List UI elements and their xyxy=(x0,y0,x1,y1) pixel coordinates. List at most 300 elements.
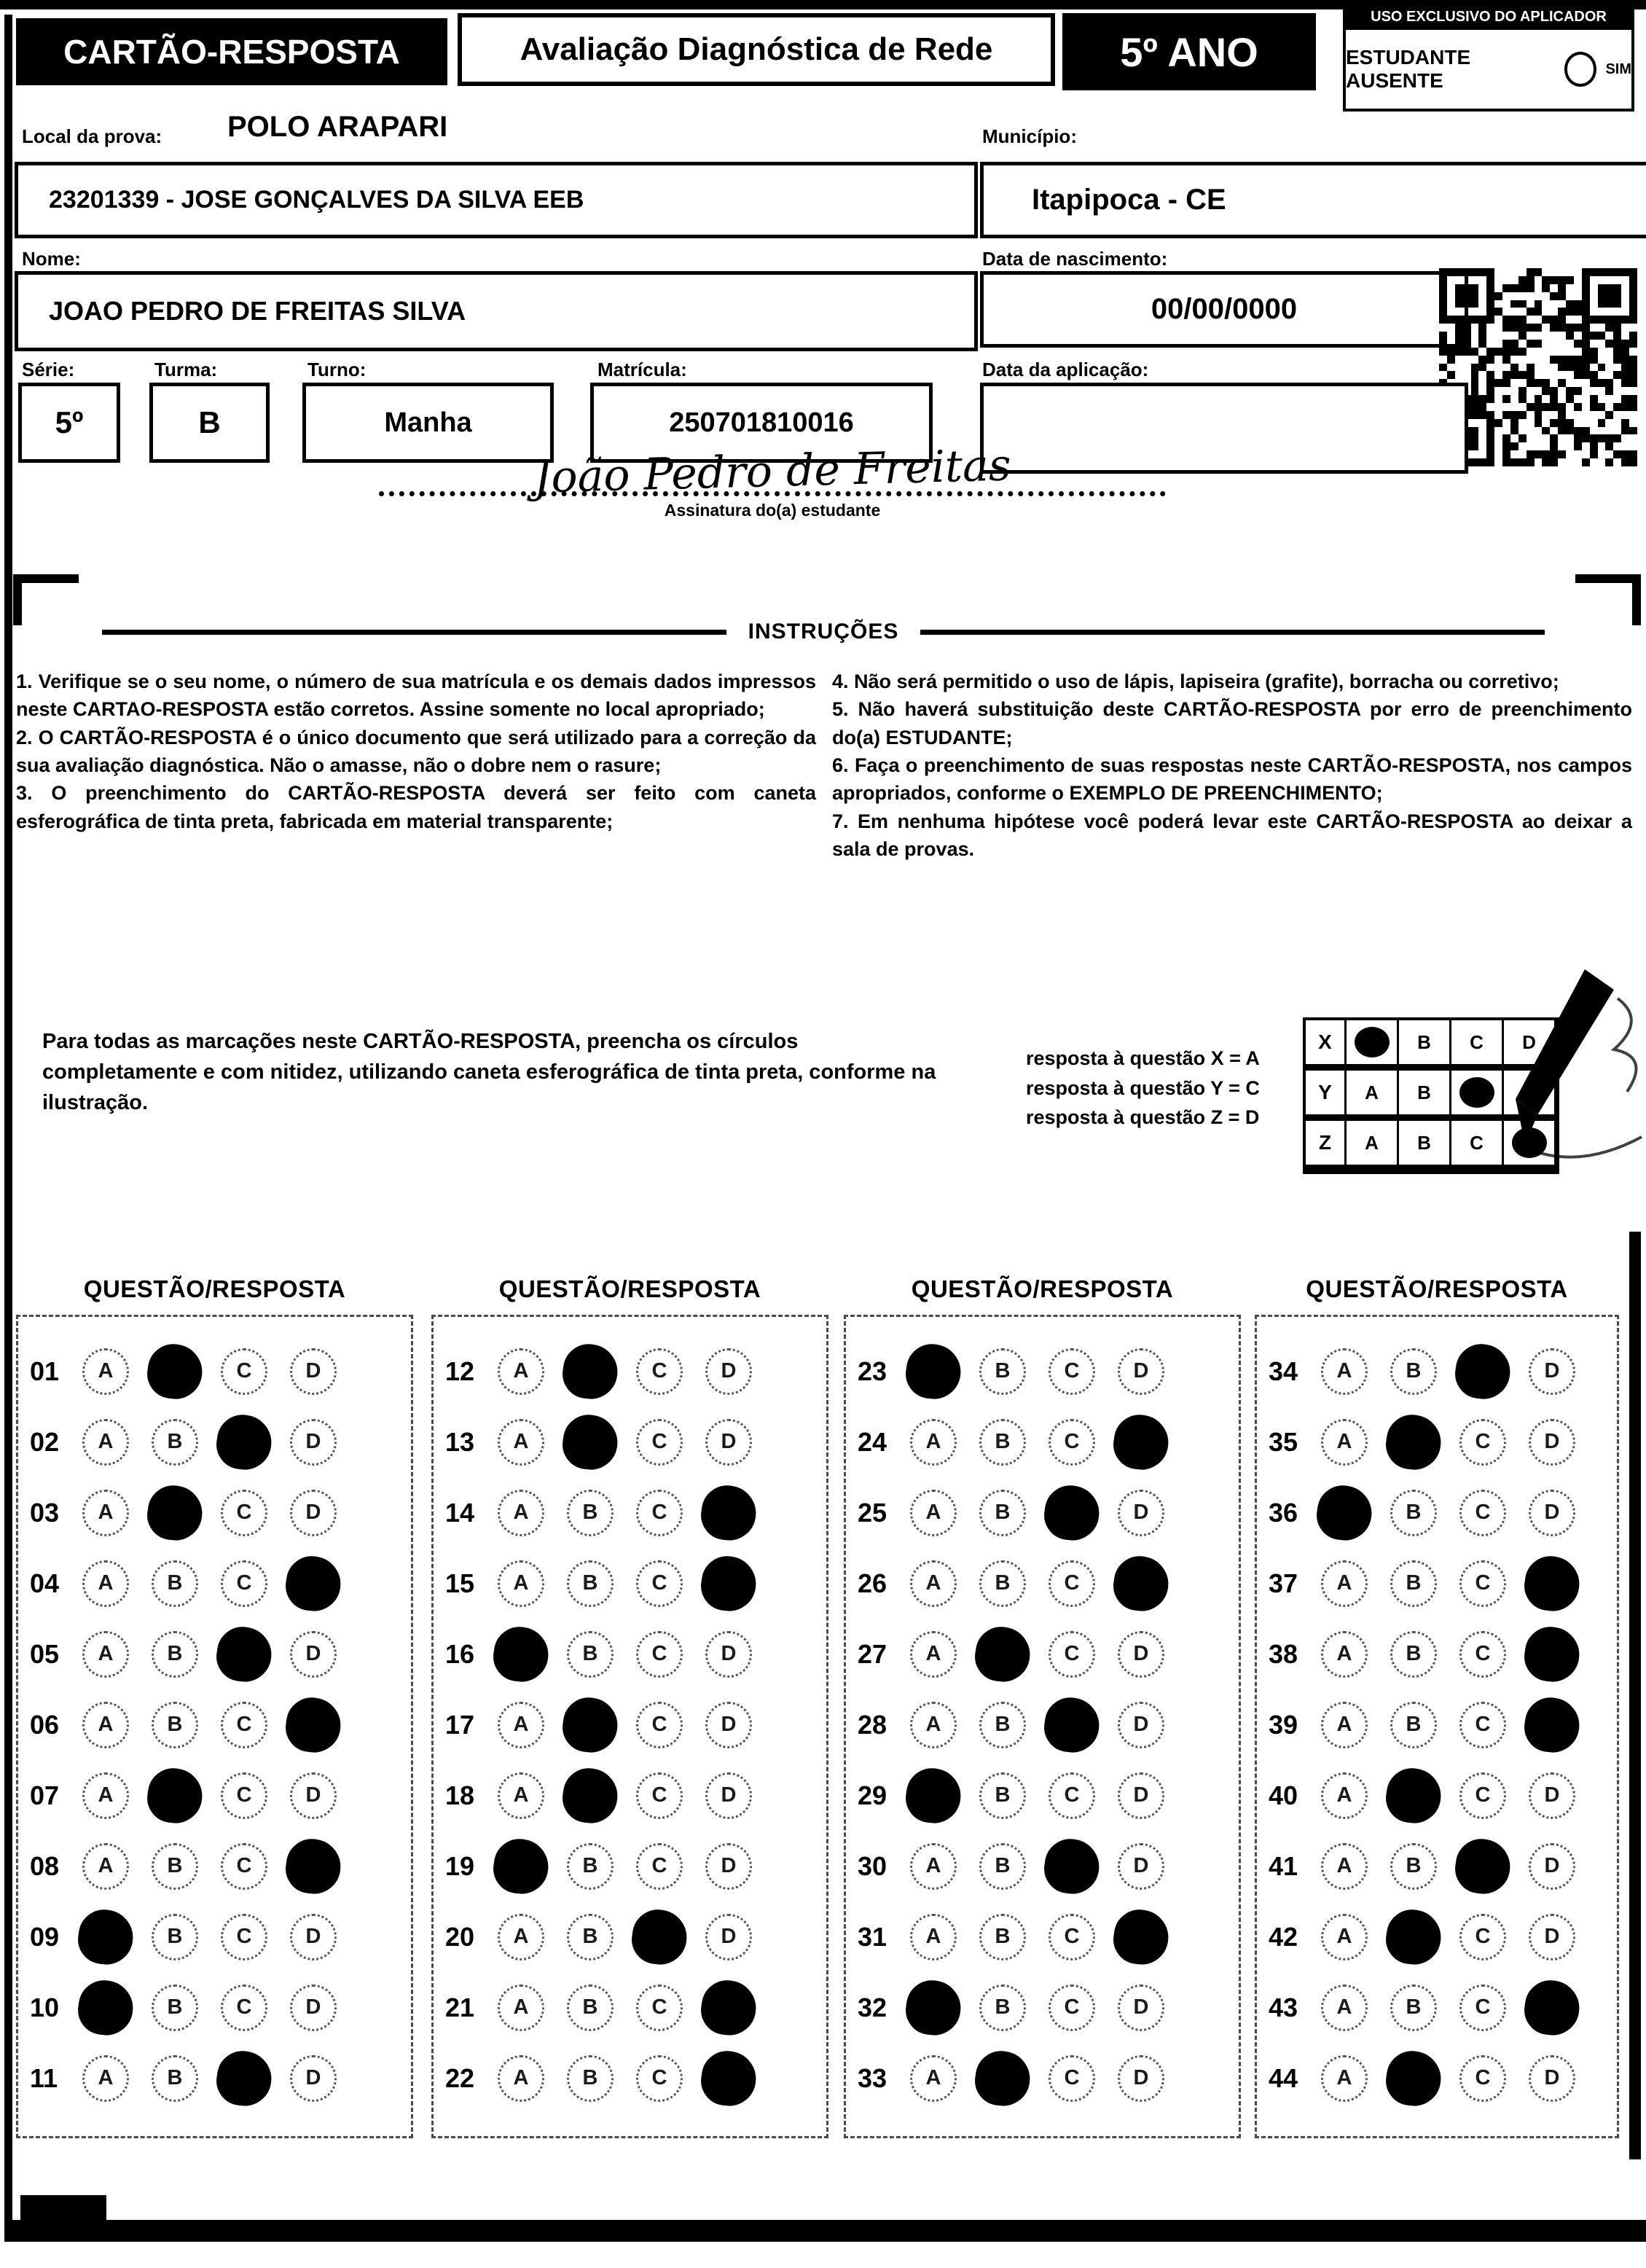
bubble-D[interactable]: D xyxy=(705,1702,752,1748)
bubble-A[interactable]: A xyxy=(910,2055,957,2102)
bubble-D[interactable]: D xyxy=(1529,1772,1575,1819)
bubble-B-filled[interactable] xyxy=(1383,1764,1445,1826)
bubble-C[interactable]: C xyxy=(1049,1914,1095,1960)
bubble-D[interactable]: D xyxy=(290,1914,337,1960)
bubble-A-filled[interactable] xyxy=(490,1835,552,1897)
question-number: 29 xyxy=(858,1780,887,1810)
bubble-B[interactable]: B xyxy=(1390,1560,1437,1607)
bubble-C[interactable]: C xyxy=(636,1419,683,1466)
question-number: 17 xyxy=(445,1709,475,1740)
bubble-B[interactable]: B xyxy=(152,1631,198,1678)
question-row xyxy=(434,1336,826,1407)
example-cell-C: C xyxy=(1451,1020,1504,1064)
answer-column-2 xyxy=(431,1275,828,2138)
bubble-A[interactable]: A xyxy=(1321,1984,1368,2031)
bubble-D-filled[interactable] xyxy=(698,1552,760,1614)
pen-icon xyxy=(1483,969,1646,1163)
example-cell-B: B xyxy=(1399,1020,1451,1064)
bubble-C[interactable]: C xyxy=(1459,1772,1506,1819)
legend-line: resposta à questão Y = C xyxy=(1026,1076,1260,1099)
bubble-D[interactable]: D xyxy=(1118,1772,1164,1819)
bubble-D-filled[interactable] xyxy=(283,1835,345,1897)
bubble-C[interactable]: C xyxy=(1049,1560,1095,1607)
corner-bracket-right-icon xyxy=(1575,574,1641,625)
question-number: 31 xyxy=(858,1921,887,1952)
bubble-D[interactable]: D xyxy=(290,1772,337,1819)
bubble-B[interactable]: B xyxy=(1390,1631,1437,1678)
question-row xyxy=(1257,1336,1617,1407)
bubble-D[interactable]: D xyxy=(290,1984,337,2031)
example-legend xyxy=(1026,1044,1260,1133)
bubble-A[interactable]: A xyxy=(498,1348,544,1395)
bubble-B[interactable]: B xyxy=(567,1843,614,1890)
bubble-B[interactable]: B xyxy=(979,1490,1026,1536)
bubble-C[interactable]: C xyxy=(1049,1984,1095,2031)
bubble-B[interactable]: B xyxy=(152,1702,198,1748)
question-row xyxy=(846,1689,1239,1760)
answer-column-header: QUESTÃO/RESPOSTA xyxy=(911,1275,1174,1302)
signature-handwriting: João Pedro de Freitas xyxy=(533,439,1012,504)
bubble-A-filled[interactable] xyxy=(75,1906,137,1968)
bubble-C[interactable]: C xyxy=(221,1772,267,1819)
bubble-C[interactable]: C xyxy=(1459,1984,1506,2031)
bubble-D[interactable]: D xyxy=(705,1772,752,1819)
question-row xyxy=(434,1548,826,1619)
question-row xyxy=(846,1477,1239,1548)
question-number: 13 xyxy=(445,1426,475,1457)
qr-code xyxy=(1439,268,1637,466)
sheet-title: CARTÃO-RESPOSTA xyxy=(63,33,400,71)
question-number: 06 xyxy=(30,1709,60,1740)
serie-field: 5º xyxy=(18,383,120,463)
bubble-C[interactable]: C xyxy=(636,1772,683,1819)
bubble-A[interactable]: A xyxy=(82,1772,129,1819)
bubble-B[interactable]: B xyxy=(152,1914,198,1960)
question-number: 35 xyxy=(1269,1426,1298,1457)
question-number: 37 xyxy=(1269,1568,1298,1598)
bubble-D[interactable]: D xyxy=(705,1631,752,1678)
question-row xyxy=(846,1972,1239,2043)
bubble-A[interactable]: A xyxy=(82,2055,129,2102)
bubble-B[interactable]: B xyxy=(1390,1702,1437,1748)
bubble-A[interactable]: A xyxy=(910,1702,957,1748)
bubble-C[interactable]: C xyxy=(1459,1914,1506,1960)
question-number: 30 xyxy=(858,1850,887,1881)
bubble-A[interactable]: A xyxy=(498,2055,544,2102)
question-row xyxy=(18,1619,411,1689)
instruction-item: 5. Não haverá substituição deste CARTÃO-RESPOSTA por erro de preenchimento do(a) ESTUDANTE; xyxy=(832,698,1632,748)
bubble-A[interactable]: A xyxy=(498,1419,544,1466)
bubble-D[interactable]: D xyxy=(1529,1419,1575,1466)
question-row xyxy=(1257,1619,1617,1689)
instruction-item: 4. Não será permitido o uso de lápis, lapiseira (grafite), borracha ou corretivo; xyxy=(832,670,1559,692)
bubble-D[interactable]: D xyxy=(290,2055,337,2102)
bubble-A[interactable]: A xyxy=(82,1419,129,1466)
bubble-C[interactable]: C xyxy=(1459,1702,1506,1748)
aplicador-box xyxy=(1343,4,1634,112)
question-row xyxy=(434,1689,826,1760)
bubble-C[interactable]: C xyxy=(1049,1631,1095,1678)
question-row xyxy=(846,1760,1239,1831)
turma-label: Turma: xyxy=(154,359,218,380)
bubble-D[interactable]: D xyxy=(1529,1348,1575,1395)
local-value: POLO ARAPARI xyxy=(227,111,448,143)
example-cell-B: B xyxy=(1399,1121,1451,1165)
bubble-B-filled[interactable] xyxy=(972,1623,1034,1685)
bubble-C[interactable]: C xyxy=(636,1348,683,1395)
bubble-A[interactable]: A xyxy=(1321,1843,1368,1890)
bubble-D-filled[interactable] xyxy=(698,2047,760,2109)
bubble-B[interactable]: B xyxy=(152,1843,198,1890)
registration-mark-bottom-left xyxy=(20,2195,106,2221)
bubble-B[interactable]: B xyxy=(567,2055,614,2102)
signature-label: Assinatura do(a) estudante xyxy=(664,501,881,520)
municipio-field: Itapipoca - CE xyxy=(980,162,1646,238)
instruction-item: 1. Verifique se o seu nome, o número de sua matrícula e os demais dados impressos neste CARTAO-RESPOSTA estão corretos. Assine somente no local apropriado; xyxy=(16,670,816,721)
bubble-A[interactable]: A xyxy=(82,1631,129,1678)
bubble-D[interactable]: D xyxy=(290,1348,337,1395)
example-row-label: Z xyxy=(1306,1121,1347,1165)
bubble-B[interactable]: B xyxy=(567,1984,614,2031)
bubble-A[interactable]: A xyxy=(910,1490,957,1536)
local-label: Local da prova: xyxy=(22,125,162,147)
bubble-B[interactable]: B xyxy=(979,1843,1026,1890)
bubble-C-filled[interactable] xyxy=(629,1906,691,1968)
question-row xyxy=(18,1548,411,1619)
bubble-C[interactable]: C xyxy=(221,1560,267,1607)
bubble-A[interactable]: A xyxy=(82,1843,129,1890)
question-row xyxy=(18,1689,411,1760)
question-number: 10 xyxy=(30,1992,60,2022)
bubble-A[interactable]: A xyxy=(910,1419,957,1466)
example-row-label: X xyxy=(1306,1020,1347,1064)
ausente-label: ESTUDANTE AUSENTE xyxy=(1346,46,1471,92)
bubble-D-filled[interactable] xyxy=(698,1976,760,2038)
legend-line: resposta à questão Z = D xyxy=(1026,1106,1260,1128)
answer-column-header: QUESTÃO/RESPOSTA xyxy=(83,1275,346,1302)
bubble-B-filled[interactable] xyxy=(560,1340,622,1402)
question-row xyxy=(1257,1760,1617,1831)
bubble-B-filled[interactable] xyxy=(972,2047,1034,2109)
example-cell-A: A xyxy=(1347,1071,1399,1114)
question-row xyxy=(434,1760,826,1831)
bubble-D[interactable]: D xyxy=(1118,1631,1164,1678)
bubble-A[interactable]: A xyxy=(82,1490,129,1536)
answer-grid xyxy=(431,1315,828,2138)
instructions-left-column xyxy=(16,668,816,835)
answer-grid xyxy=(1255,1315,1619,2138)
bubble-A[interactable]: A xyxy=(1321,2055,1368,2102)
municipio-label: Município: xyxy=(982,125,1077,147)
bubble-D[interactable]: D xyxy=(1118,1843,1164,1890)
bubble-A[interactable]: A xyxy=(1321,1560,1368,1607)
bubble-A[interactable]: A xyxy=(82,1702,129,1748)
bubble-C[interactable]: C xyxy=(1459,1631,1506,1678)
bubble-C[interactable]: C xyxy=(1049,2055,1095,2102)
bubble-C[interactable]: C xyxy=(636,1490,683,1536)
bubble-D[interactable]: D xyxy=(705,1914,752,1960)
bubble-A[interactable]: A xyxy=(1321,1348,1368,1395)
bubble-A-filled[interactable] xyxy=(903,1976,965,2038)
question-row xyxy=(18,1477,411,1548)
ausente-bubble[interactable] xyxy=(1564,52,1597,87)
bubble-B[interactable]: B xyxy=(979,1984,1026,2031)
question-row xyxy=(434,1477,826,1548)
bubble-C[interactable]: C xyxy=(221,1490,267,1536)
question-number: 27 xyxy=(858,1638,887,1669)
bubble-B[interactable]: B xyxy=(979,1560,1026,1607)
bubble-C[interactable]: C xyxy=(221,1702,267,1748)
bubble-C[interactable]: C xyxy=(1459,1490,1506,1536)
question-number: 12 xyxy=(445,1356,475,1386)
bubble-B[interactable]: B xyxy=(152,2055,198,2102)
bubble-A[interactable]: A xyxy=(910,1631,957,1678)
bubble-D[interactable]: D xyxy=(290,1490,337,1536)
bubble-C-filled[interactable] xyxy=(1041,1482,1103,1544)
bubble-D[interactable]: D xyxy=(1529,1914,1575,1960)
question-number: 41 xyxy=(1269,1850,1298,1881)
school-field: 23201339 - JOSE GONÇALVES DA SILVA EEB xyxy=(15,162,978,238)
grade-box xyxy=(1062,13,1316,90)
question-row xyxy=(846,1407,1239,1477)
bubble-C[interactable]: C xyxy=(636,1843,683,1890)
question-row xyxy=(434,2043,826,2113)
bubble-C-filled[interactable] xyxy=(213,1623,275,1685)
question-number: 38 xyxy=(1269,1638,1298,1669)
question-number: 42 xyxy=(1269,1921,1298,1952)
bubble-A-filled[interactable] xyxy=(490,1623,552,1685)
aplicacao-label: Data da aplicação: xyxy=(982,359,1149,380)
bubble-B[interactable]: B xyxy=(1390,1490,1437,1536)
bubble-B[interactable]: B xyxy=(152,1560,198,1607)
bubble-B-filled[interactable] xyxy=(1383,1411,1445,1473)
bubble-B[interactable]: B xyxy=(1390,1984,1437,2031)
question-number: 04 xyxy=(30,1568,60,1598)
question-number: 16 xyxy=(445,1638,475,1669)
bubble-B[interactable]: B xyxy=(979,1772,1026,1819)
question-number: 11 xyxy=(30,2062,58,2093)
assessment-title: Avaliação Diagnóstica de Rede xyxy=(520,31,993,67)
question-row xyxy=(434,1901,826,1972)
bubble-B-filled[interactable] xyxy=(560,1694,622,1756)
bubble-C[interactable]: C xyxy=(636,2055,683,2102)
example-filled-bubble xyxy=(1355,1027,1390,1057)
answer-column-4 xyxy=(1255,1275,1619,2138)
question-number: 36 xyxy=(1269,1497,1298,1528)
bubble-D-filled[interactable] xyxy=(1110,1552,1172,1614)
bubble-C[interactable]: C xyxy=(221,1843,267,1890)
bubble-B[interactable]: B xyxy=(567,1490,614,1536)
bubble-B-filled[interactable] xyxy=(1383,2047,1445,2109)
bubble-C[interactable]: C xyxy=(1459,1419,1506,1466)
question-number: 33 xyxy=(858,2062,887,2093)
bubble-B[interactable]: B xyxy=(979,1419,1026,1466)
bubble-B[interactable]: B xyxy=(979,1914,1026,1960)
bubble-C-filled[interactable] xyxy=(1041,1835,1103,1897)
question-number: 07 xyxy=(30,1780,60,1810)
nascimento-label: Data de nascimento: xyxy=(982,248,1168,270)
registration-mark-bottom xyxy=(4,2220,1646,2242)
bubble-D-filled[interactable] xyxy=(1110,1411,1172,1473)
bubble-C-filled[interactable] xyxy=(1452,1340,1514,1402)
bubble-C-filled[interactable] xyxy=(213,2047,275,2109)
bubble-D[interactable]: D xyxy=(290,1631,337,1678)
bubble-A[interactable]: A xyxy=(498,1914,544,1960)
bubble-D-filled[interactable] xyxy=(283,1694,345,1756)
bubble-A[interactable]: A xyxy=(910,1914,957,1960)
bubble-D-filled[interactable] xyxy=(698,1482,760,1544)
question-row xyxy=(18,1336,411,1407)
signature-block xyxy=(379,439,1166,520)
bubble-B[interactable]: B xyxy=(152,1419,198,1466)
bubble-C[interactable]: C xyxy=(636,1984,683,2031)
legend-line: resposta à questão X = A xyxy=(1026,1047,1260,1069)
answer-column-1 xyxy=(16,1275,413,2138)
matricula-label: Matrícula: xyxy=(597,359,687,380)
bubble-A[interactable]: A xyxy=(1321,1419,1368,1466)
bubble-A-filled[interactable] xyxy=(903,1764,965,1826)
example-cell-D: D xyxy=(1504,1020,1556,1064)
question-row xyxy=(846,1619,1239,1689)
bubble-D-filled[interactable] xyxy=(283,1552,345,1614)
question-number: 43 xyxy=(1269,1992,1298,2022)
question-number: 05 xyxy=(30,1638,60,1669)
bubble-A[interactable]: A xyxy=(910,1560,957,1607)
bubble-B-filled[interactable] xyxy=(144,1340,206,1402)
bubble-D-filled[interactable] xyxy=(1521,1623,1583,1685)
registration-mark-right xyxy=(1629,1232,1641,2159)
bubble-C[interactable]: C xyxy=(1049,1419,1095,1466)
bubble-B[interactable]: B xyxy=(1390,1348,1437,1395)
bubble-A[interactable]: A xyxy=(498,1984,544,2031)
bubble-B[interactable]: B xyxy=(567,1631,614,1678)
bubble-D[interactable]: D xyxy=(1529,1490,1575,1536)
registration-mark-left xyxy=(4,15,12,2230)
question-row xyxy=(1257,1972,1617,2043)
bubble-D-filled[interactable] xyxy=(1521,1694,1583,1756)
bubble-C-filled[interactable] xyxy=(213,1411,275,1473)
bubble-D[interactable]: D xyxy=(705,1843,752,1890)
bubble-D[interactable]: D xyxy=(1529,2055,1575,2102)
bubble-A[interactable]: A xyxy=(498,1560,544,1607)
bubble-C[interactable]: C xyxy=(1049,1772,1095,1819)
example-cell-A: A xyxy=(1347,1121,1399,1165)
corner-bracket-left-icon xyxy=(13,574,79,625)
bubble-D[interactable]: D xyxy=(1529,1843,1575,1890)
bubble-A[interactable]: A xyxy=(1321,1772,1368,1819)
bubble-A-filled[interactable] xyxy=(1314,1482,1376,1544)
question-row xyxy=(1257,1831,1617,1901)
question-row xyxy=(434,1619,826,1689)
turma-field: B xyxy=(149,383,270,463)
bubble-D[interactable]: D xyxy=(705,1348,752,1395)
bubble-B[interactable]: B xyxy=(152,1984,198,2031)
bubble-B[interactable]: B xyxy=(567,1914,614,1960)
bubble-B[interactable]: B xyxy=(1390,1843,1437,1890)
instruction-item: 6. Faça o preenchimento de suas respostas neste CARTÃO-RESPOSTA, nos campos apropriados, conforme o EXEMPLO DE PREENCHIMENTO; xyxy=(832,754,1632,805)
bubble-D-filled[interactable] xyxy=(1521,1976,1583,2038)
question-number: 44 xyxy=(1269,2062,1298,2093)
answer-column-header: QUESTÃO/RESPOSTA xyxy=(1306,1275,1568,1302)
bubble-D-filled[interactable] xyxy=(1110,1906,1172,1968)
answer-column-3 xyxy=(844,1275,1241,2138)
bubble-B-filled[interactable] xyxy=(144,1482,206,1544)
bubble-A-filled[interactable] xyxy=(903,1340,965,1402)
question-row xyxy=(18,1407,411,1477)
question-row xyxy=(1257,2043,1617,2113)
bubble-B-filled[interactable] xyxy=(144,1764,206,1826)
bubble-A[interactable]: A xyxy=(498,1490,544,1536)
bubble-B[interactable]: B xyxy=(979,1348,1026,1395)
bubble-B-filled[interactable] xyxy=(560,1411,622,1473)
bubble-C[interactable]: C xyxy=(1459,1560,1506,1607)
bubble-A[interactable]: A xyxy=(1321,1631,1368,1678)
question-number: 26 xyxy=(858,1568,887,1598)
bubble-B-filled[interactable] xyxy=(560,1764,622,1826)
matricula-field: 250701810016 xyxy=(590,383,933,463)
bubble-D[interactable]: D xyxy=(290,1419,337,1466)
bubble-B-filled[interactable] xyxy=(1383,1906,1445,1968)
bubble-C[interactable]: C xyxy=(221,1914,267,1960)
bubble-D[interactable]: D xyxy=(1118,2055,1164,2102)
bubble-A-filled[interactable] xyxy=(75,1976,137,2038)
bubble-A[interactable]: A xyxy=(82,1348,129,1395)
question-number: 20 xyxy=(445,1921,475,1952)
bubble-C[interactable]: C xyxy=(636,1631,683,1678)
question-number: 39 xyxy=(1269,1709,1298,1740)
bubble-C[interactable]: C xyxy=(221,1984,267,2031)
question-row xyxy=(434,1407,826,1477)
bubble-D[interactable]: D xyxy=(1118,1490,1164,1536)
question-row xyxy=(1257,1548,1617,1619)
bubble-D[interactable]: D xyxy=(1118,1348,1164,1395)
bubble-A[interactable]: A xyxy=(498,1702,544,1748)
nome-label: Nome: xyxy=(22,248,81,270)
question-row xyxy=(1257,1477,1617,1548)
question-number: 19 xyxy=(445,1850,475,1881)
question-row xyxy=(1257,1689,1617,1760)
question-row xyxy=(434,1972,826,2043)
bubble-A[interactable]: A xyxy=(498,1772,544,1819)
bubble-C-filled[interactable] xyxy=(1452,1835,1514,1897)
bubble-C[interactable]: C xyxy=(636,1560,683,1607)
bubble-C[interactable]: C xyxy=(1049,1348,1095,1395)
example-cell-C: C xyxy=(1451,1121,1504,1165)
bubble-D[interactable]: D xyxy=(1118,1984,1164,2031)
bubble-D[interactable]: D xyxy=(705,1419,752,1466)
question-row xyxy=(1257,1901,1617,1972)
bubble-C-filled[interactable] xyxy=(1041,1694,1103,1756)
bubble-C[interactable]: C xyxy=(1459,2055,1506,2102)
question-number: 34 xyxy=(1269,1356,1298,1386)
bubble-A[interactable]: A xyxy=(82,1560,129,1607)
bubble-C[interactable]: C xyxy=(221,1348,267,1395)
bubble-A[interactable]: A xyxy=(1321,1914,1368,1960)
question-number: 14 xyxy=(445,1497,475,1528)
bubble-A[interactable]: A xyxy=(1321,1702,1368,1748)
question-number: 18 xyxy=(445,1780,475,1810)
bubble-B[interactable]: B xyxy=(567,1560,614,1607)
question-number: 21 xyxy=(445,1992,475,2022)
answer-column-header: QUESTÃO/RESPOSTA xyxy=(498,1275,761,1302)
bubble-B[interactable]: B xyxy=(979,1702,1026,1748)
bubble-C[interactable]: C xyxy=(636,1702,683,1748)
divider-line-right xyxy=(920,630,1545,635)
answer-grid xyxy=(16,1315,413,2138)
bubble-D[interactable]: D xyxy=(1118,1702,1164,1748)
bubble-A[interactable]: A xyxy=(910,1843,957,1890)
bubble-D-filled[interactable] xyxy=(1521,1552,1583,1614)
